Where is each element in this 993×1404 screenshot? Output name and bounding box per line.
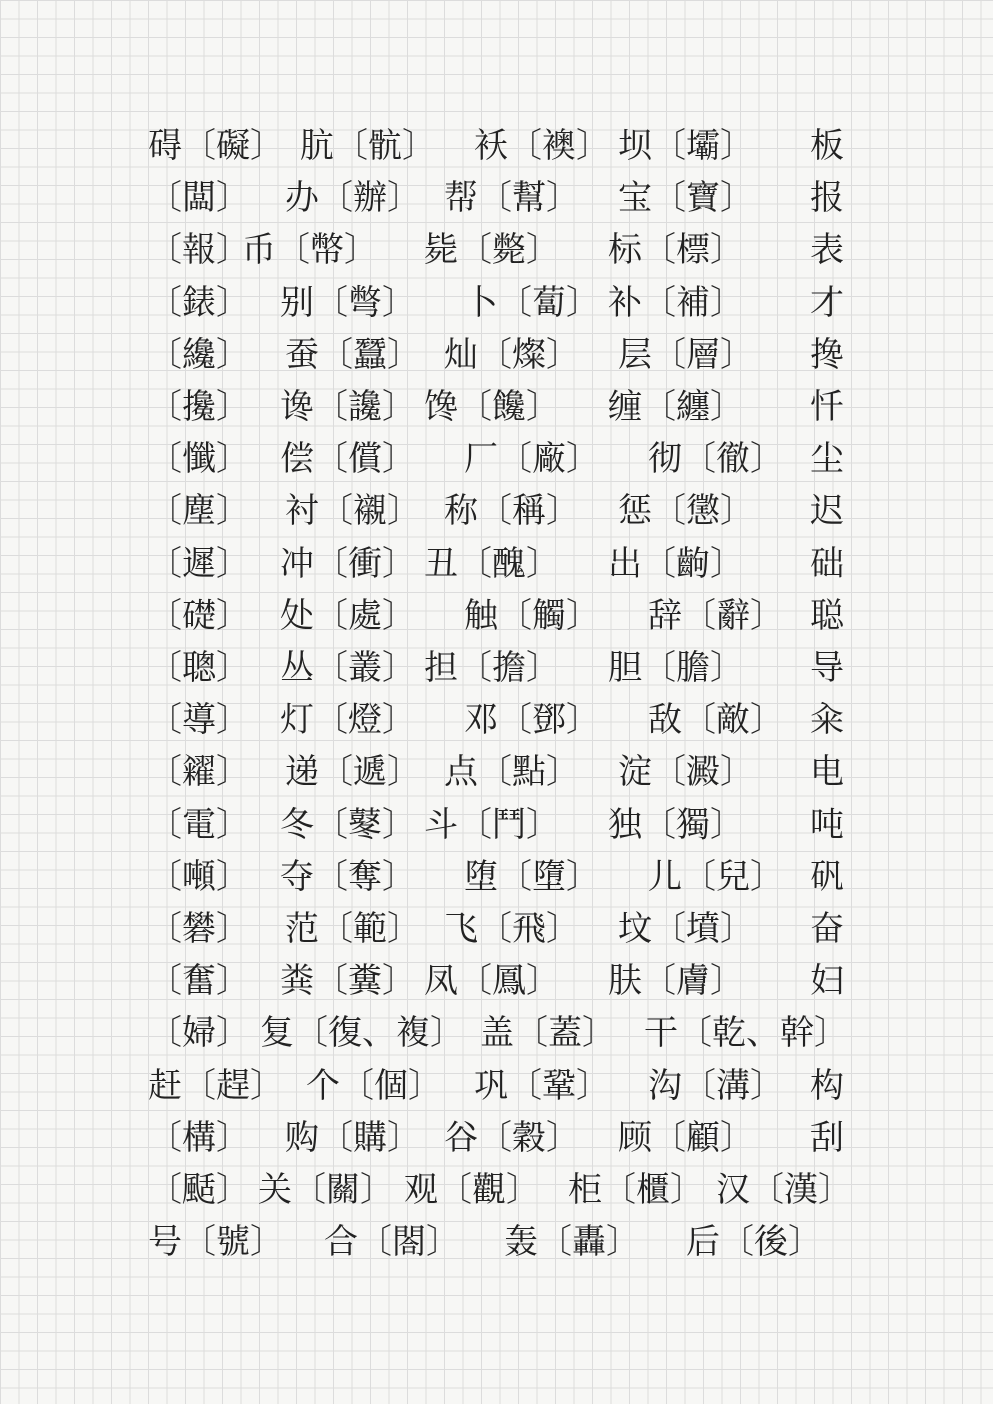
char-pair: 凤〔鳳〕 (424, 961, 560, 1002)
char-pair: 〔糴〕 (148, 752, 250, 793)
char-pair: 〔電〕 (148, 804, 250, 845)
text-line (0, 538, 993, 590)
char-pair: 宝〔寶〕 (618, 178, 754, 219)
char-pair: 丛〔叢〕 (280, 648, 416, 688)
char-pair: 忏 (810, 387, 844, 427)
text-line (0, 1216, 993, 1268)
char-pair: 〔闆〕 (148, 178, 250, 219)
char-pair: 帮〔幫〕 (444, 178, 580, 219)
char-pair: 础 (810, 543, 844, 584)
char-pair: 轰〔轟〕 (504, 1222, 640, 1263)
char-pair: 〔礬〕 (148, 909, 250, 949)
char-pair: 称〔稱〕 (444, 491, 580, 532)
char-pair: 碍〔礙〕 (148, 126, 284, 166)
char-pair: 灯〔燈〕 (280, 700, 416, 741)
char-pair: 〔聰〕 (148, 648, 250, 688)
text-line (0, 277, 993, 329)
char-pair: 汉〔漢〕 (716, 1170, 852, 1210)
char-pair: 干〔乾、幹〕 (644, 1013, 848, 1054)
char-pair: 厂〔廠〕 (464, 439, 600, 480)
char-pair: 搀 (810, 334, 844, 375)
char-pair: 肤〔膚〕 (608, 961, 744, 1002)
text-line (0, 120, 993, 172)
char-pair: 〔懺〕 (148, 439, 250, 480)
char-pair: 聪 (810, 595, 844, 636)
char-pair: 柜〔櫃〕 (568, 1170, 704, 1210)
char-pair: 个〔個〕 (306, 1065, 442, 1106)
char-pair: 处〔處〕 (280, 595, 416, 636)
char-pair: 盖〔蓋〕 (480, 1013, 616, 1054)
char-pair: 才 (810, 282, 844, 323)
char-pair: 复〔復、複〕 (260, 1013, 464, 1054)
char-pair: 馋〔饞〕 (424, 387, 560, 427)
char-pair: 衬〔襯〕 (285, 491, 421, 532)
text-line (0, 1007, 993, 1059)
char-pair: 矾 (810, 856, 844, 897)
text-line (0, 642, 993, 694)
char-pair: 观〔觀〕 (404, 1170, 540, 1210)
text-line (0, 590, 993, 642)
text-line (0, 1060, 993, 1112)
char-pair: 〔奮〕 (148, 961, 250, 1002)
text-line (0, 1112, 993, 1164)
char-pair: 板 (810, 126, 844, 166)
char-pair: 籴 (810, 700, 844, 741)
text-line (0, 955, 993, 1007)
char-pair: 〔攙〕 (148, 387, 250, 427)
char-pair: 粪〔糞〕 (280, 961, 416, 1002)
text-line (0, 694, 993, 746)
char-pair: 关〔關〕 (258, 1170, 394, 1210)
char-pair: 邓〔鄧〕 (464, 700, 600, 741)
char-pair: 胆〔膽〕 (608, 648, 744, 688)
char-pair: 层〔層〕 (618, 334, 754, 375)
text-line (0, 224, 993, 276)
char-pair: 后〔後〕 (686, 1222, 822, 1263)
char-pair: 飞〔飛〕 (444, 909, 580, 949)
char-pair: 独〔獨〕 (608, 804, 744, 845)
char-pair: 〔構〕 (148, 1117, 250, 1158)
char-pair: 〔噸〕 (148, 856, 250, 897)
text-line (0, 381, 993, 433)
char-pair: 毙〔斃〕 (424, 230, 560, 271)
char-pair: 币〔幣〕 (242, 230, 378, 271)
char-pair: 冬〔鼕〕 (280, 804, 416, 845)
text-line (0, 433, 993, 485)
char-pair: 敌〔敵〕 (648, 700, 784, 741)
text-line (0, 172, 993, 224)
char-pair: 点〔點〕 (444, 752, 580, 793)
char-pair: 冲〔衝〕 (280, 543, 416, 584)
char-pair: 号〔號〕 (148, 1222, 284, 1263)
char-pair: 〔錶〕 (148, 282, 250, 323)
char-pair: 袄〔襖〕 (474, 126, 610, 166)
char-pair: 范〔範〕 (285, 909, 421, 949)
text-line (0, 746, 993, 798)
char-pair: 缠〔纏〕 (608, 387, 744, 427)
char-pair: 递〔遞〕 (285, 752, 421, 793)
char-pair: 构 (810, 1065, 844, 1106)
char-pair: 巩〔鞏〕 (474, 1065, 610, 1106)
char-pair: 担〔擔〕 (424, 648, 560, 688)
char-pair: 儿〔兒〕 (648, 856, 784, 897)
char-pair: 惩〔懲〕 (618, 491, 754, 532)
char-pair: 卜〔蔔〕 (464, 282, 600, 323)
char-pair: 谷〔穀〕 (444, 1117, 580, 1158)
char-pair: 标〔標〕 (608, 230, 744, 271)
char-pair: 坟〔墳〕 (618, 909, 754, 949)
char-pair: 刮 (810, 1117, 844, 1158)
char-pair: 斗〔鬥〕 (424, 804, 560, 845)
char-pair: 赶〔趕〕 (148, 1065, 284, 1106)
char-pair: 触〔觸〕 (464, 595, 600, 636)
text-line (0, 329, 993, 381)
char-pair: 彻〔徹〕 (648, 439, 784, 480)
char-pair: 办〔辦〕 (285, 178, 421, 219)
char-pair: 电 (810, 752, 844, 793)
char-pair: 购〔購〕 (285, 1117, 421, 1158)
char-pair: 〔颳〕 (148, 1170, 250, 1210)
char-pair: 灿〔燦〕 (444, 334, 580, 375)
char-pair: 顾〔顧〕 (618, 1117, 754, 1158)
char-pair: 堕〔墮〕 (464, 856, 600, 897)
char-pair: 丑〔醜〕 (424, 543, 560, 584)
char-pair: 妇 (810, 961, 844, 1002)
char-pair: 肮〔骯〕 (300, 126, 436, 166)
text-line (0, 485, 993, 537)
text-line (0, 903, 993, 955)
char-pair: 导 (810, 648, 844, 688)
char-pair: 〔遲〕 (148, 543, 250, 584)
char-pair: 〔纔〕 (148, 334, 250, 375)
char-pair: 〔婦〕 (148, 1013, 250, 1054)
char-pair: 蚕〔蠶〕 (285, 334, 421, 375)
char-pair: 奋 (810, 909, 844, 949)
char-pair: 表 (810, 230, 844, 271)
char-pair: 辞〔辭〕 (648, 595, 784, 636)
char-pair: 别〔彆〕 (280, 282, 416, 323)
char-pair: 补〔補〕 (608, 282, 744, 323)
char-pair: 〔報〕 (148, 230, 250, 271)
char-pair: 合〔閤〕 (324, 1222, 460, 1263)
char-pair: 尘 (810, 439, 844, 480)
char-pair: 吨 (810, 804, 844, 845)
char-pair: 沟〔溝〕 (648, 1065, 784, 1106)
char-pair: 〔塵〕 (148, 491, 250, 532)
char-pair: 出〔齣〕 (608, 543, 744, 584)
char-pair: 报 (810, 178, 844, 219)
text-line (0, 799, 993, 851)
char-pair: 迟 (810, 491, 844, 532)
text-line (0, 1164, 993, 1216)
char-pair: 淀〔澱〕 (618, 752, 754, 793)
char-pair: 夺〔奪〕 (280, 856, 416, 897)
char-pair: 谗〔讒〕 (280, 387, 416, 427)
char-pair: 〔礎〕 (148, 595, 250, 636)
char-pair: 〔導〕 (148, 700, 250, 741)
char-pair: 坝〔壩〕 (618, 126, 754, 166)
text-line (0, 851, 993, 903)
char-pair: 偿〔償〕 (280, 439, 416, 480)
